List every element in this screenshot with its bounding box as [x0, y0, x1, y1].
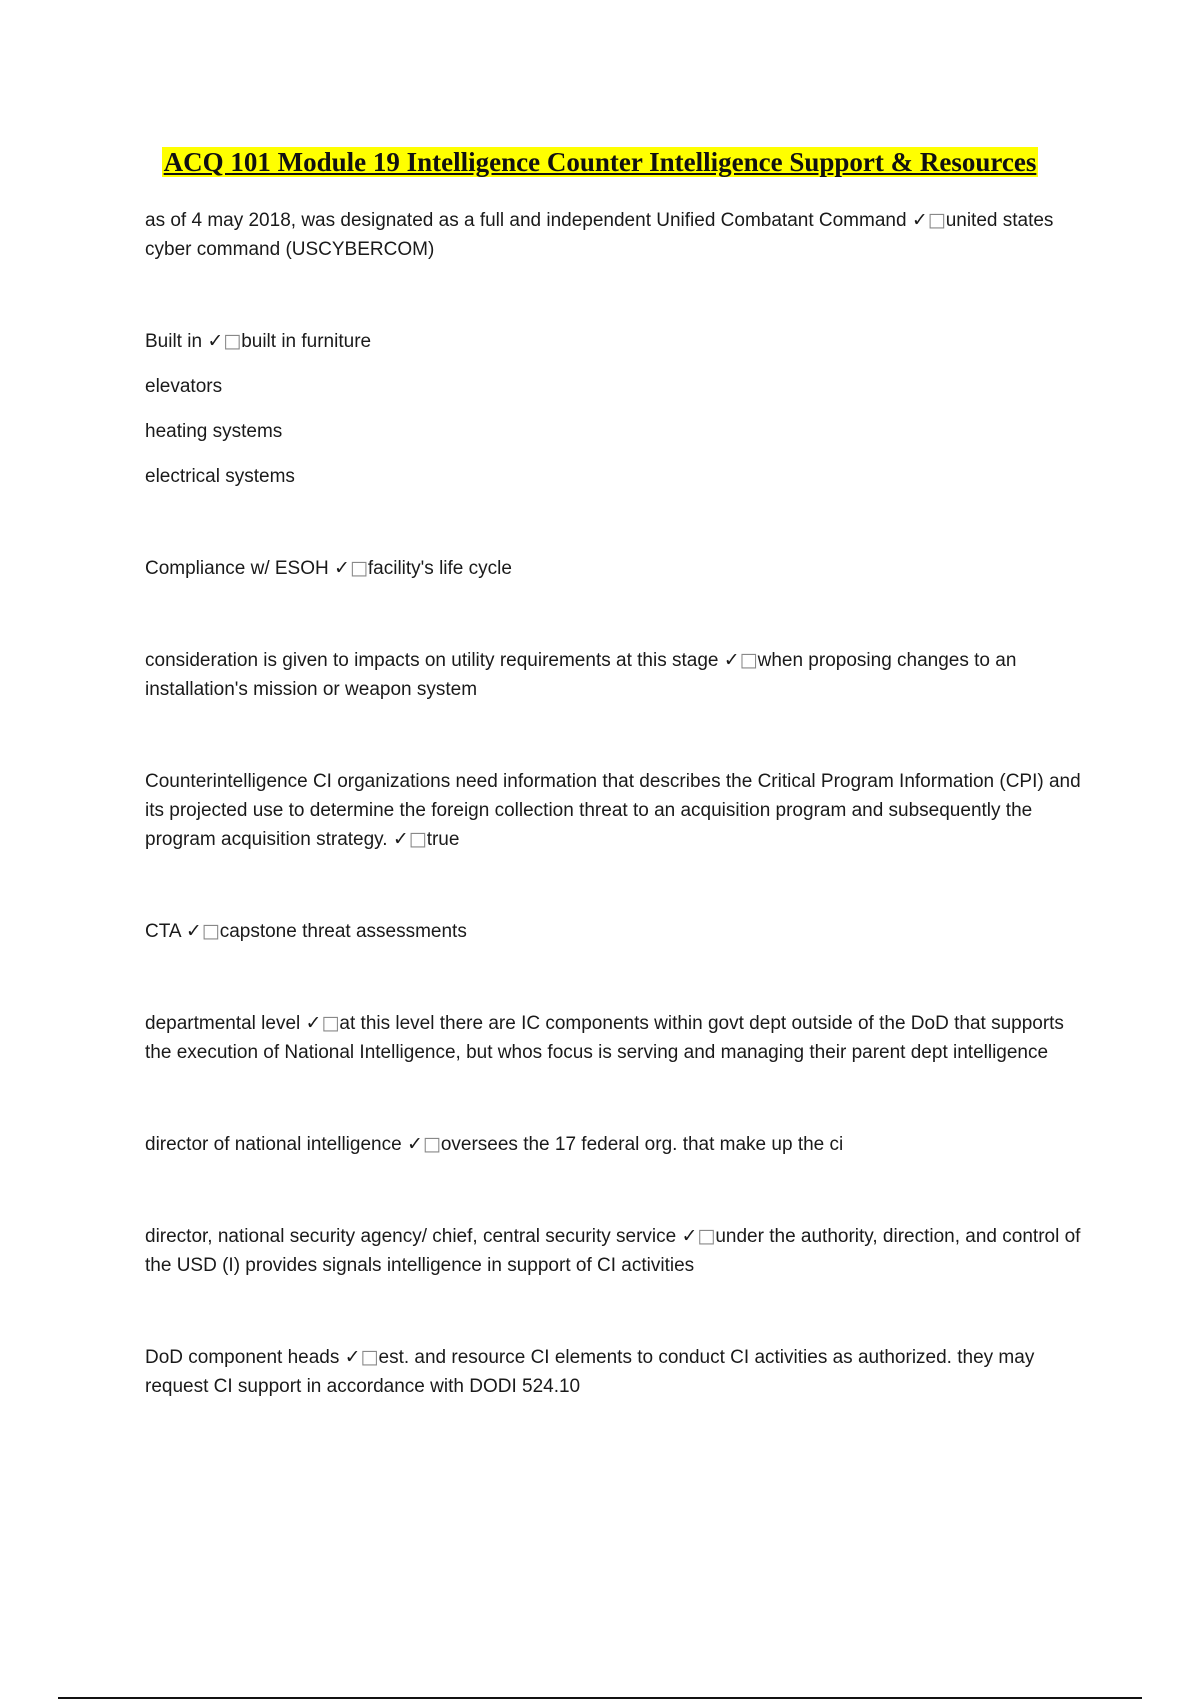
entry-definition: est. and resource CI elements to conduct CI activities as authorized. they may request CI support in accordance with DODI 524.10: [145, 1347, 1035, 1397]
entry-term: Counterintelligence CI organizations need information that describes the Critical Program Information (CPI) and its projected use to determine the foreign collection threat to an acquisition program and subsequently the program acquisition strategy.: [145, 771, 1081, 850]
checkmark-icon: ✓: [681, 1225, 698, 1247]
entry-definition: facility's life cycle: [367, 558, 512, 579]
entry-definition: capstone threat assessments: [219, 921, 467, 942]
checkmark-icon: ✓: [344, 1346, 361, 1368]
entry-definition: oversees the 17 federal org. that make up the ci: [440, 1134, 844, 1155]
entry-term: director, national security agency/ chief, central security service: [145, 1226, 677, 1247]
checkmark-icon: ✓: [911, 209, 928, 231]
entry-term: Compliance w/ ESOH: [145, 558, 329, 579]
page-title: [0, 142, 1200, 179]
box-icon: □: [697, 1225, 716, 1247]
footer-divider: [58, 1697, 1142, 1699]
entry-definition: at this level there are IC components within govt dept outside of the DoD that supports the execution of National Intelligence, but whos focus is serving and managing their parent dept intelligence: [145, 1013, 1064, 1063]
list-item: [145, 1222, 1095, 1280]
box-icon: □: [408, 828, 427, 850]
box-icon: □: [739, 649, 758, 671]
checkmark-icon: ✓: [406, 1133, 423, 1155]
box-icon: □: [321, 1012, 340, 1034]
list-item: [145, 372, 1095, 401]
entry-term: Built in: [145, 331, 203, 352]
checkmark-icon: ✓: [334, 557, 350, 579]
entry-term: consideration is given to impacts on utility requirements at this stage: [145, 650, 719, 671]
box-icon: □: [927, 209, 946, 231]
list-item: [145, 206, 1095, 264]
list-item: [145, 1009, 1095, 1067]
flashcard-list: [145, 206, 1095, 1401]
list-item: [145, 554, 1095, 583]
list-item: [145, 1343, 1095, 1401]
entry-term: CTA: [145, 921, 181, 942]
list-item: [145, 462, 1095, 491]
checkmark-icon: ✓: [723, 649, 740, 671]
box-icon: □: [360, 1346, 379, 1368]
list-item: [145, 417, 1095, 446]
list-item: [145, 646, 1095, 704]
list-item: [145, 327, 1095, 356]
entry-term: DoD component heads: [145, 1347, 340, 1368]
box-icon: □: [201, 920, 220, 942]
entry-definition: true: [426, 829, 460, 850]
entry-text: elevators: [145, 376, 223, 397]
entry-definition: when proposing changes to an installation's mission or weapon system: [145, 650, 1017, 700]
entry-term: director of national intelligence: [145, 1134, 402, 1155]
entry-definition: under the authority, direction, and control of the USD (I) provides signals intelligence in support of CI activities: [145, 1226, 1081, 1276]
entry-text: heating systems: [145, 421, 283, 442]
page-title-text: ACQ 101 Module 19 Intelligence Counter Intelligence Support & Resources: [163, 147, 1037, 177]
box-icon: □: [223, 330, 242, 352]
list-item: [145, 767, 1095, 854]
checkmark-icon: ✓: [305, 1012, 322, 1034]
entry-term: as of 4 may 2018, was designated as a full and independent Unified Combatant Command: [145, 210, 907, 231]
entry-definition: united states cyber command (USCYBERCOM): [145, 210, 1054, 260]
checkmark-icon: ✓: [392, 828, 409, 850]
box-icon: □: [422, 1133, 441, 1155]
entry-definition: built in furniture: [241, 331, 372, 352]
checkmark-icon: ✓: [185, 920, 202, 942]
entry-text: electrical systems: [145, 466, 295, 487]
checkmark-icon: ✓: [207, 330, 224, 352]
entry-term: departmental level: [145, 1013, 301, 1034]
list-item: [145, 917, 1095, 946]
list-item: [145, 1130, 1095, 1159]
box-icon: □: [349, 557, 368, 579]
